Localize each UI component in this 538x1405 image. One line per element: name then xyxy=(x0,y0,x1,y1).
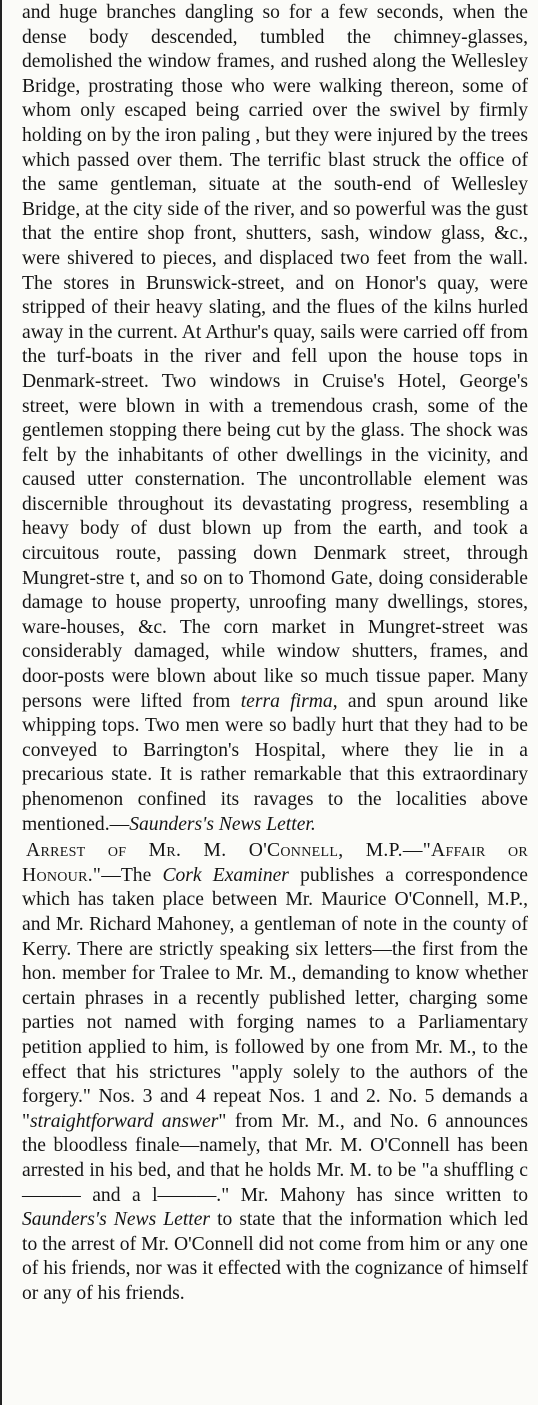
arrest-article-paragraph xyxy=(22,839,528,1306)
text-segment: —The xyxy=(101,864,163,886)
storm-article-paragraph xyxy=(22,1,528,837)
italic-text-segment: straightforward answer xyxy=(30,1110,219,1132)
text-segment: and huge branches dangling so for a few seconds, when the dense body descended, tumbled the chimney-glasses, demolished the window frames, and rushed along the Wellesley Bridge, prostrating those who were walking thereon, some of whom only escaped being carried over the swivel by firmly holding on by the iron paling , but they were injured by the trees which passed over them. The terrific blast struck the office of the same gentleman, situate at the south-end of Wellesley Bridge, at the city side of the river, and so powerful was the gust that the entire shop front, shutters, sash, window glass, &c., were shivered to pieces, and displaced two feet from the wall. The stores in Brunswick-street, and on Honor's quay, were stripped of their heavy slating, and the flues of the kilns hurled away in the current. At Arthur's quay, sails were carried off from the turf-boats in the river and fell upon the house tops in Denmark-street. Two windows in Cruise's Hotel, George's street, were blown in with a tremendous crash, some of the gentlemen stopping there being cut by the glass. The shock was felt by the inhabitants of other dwellings in the vicinity, and caused utter consternation. The uncontrollable element was discernible throughout its devastating progress, resembling a heavy body of dust blown up from the earth, and took a circuitous route, passing down Denmark street, through Mungret-stre t, and so on to Thomond Gate, doing considerable damage to house property, unroofing many dwellings, stores, ware-houses, &c. The corn market in Mungret-street was considerably damaged, while window shutters, frames, and door-posts were blown about like so much tissue paper. Many persons were lifted from xyxy=(22,2,528,712)
italic-text-segment: terra firma xyxy=(240,690,333,712)
italic-text-segment: Cork Examiner xyxy=(162,864,289,886)
source-citation: Saunders's News Letter. xyxy=(129,813,316,835)
article-headline: Arrest of Mr. M. O'Connell, M.P.—"Affair or Honour." xyxy=(22,840,528,886)
text-segment: to state that the information which led to the arrest of Mr. O'Connell did not come from him or any one of his friends, nor was it effected with the cognizance of himself or any of his friends. xyxy=(22,1209,528,1304)
italic-text-segment: Saunders's News Letter xyxy=(22,1209,211,1231)
text-segment: " from Mr. M., and No. 6 announces the bloodless finale—namely, that Mr. M. O'Connell has been arrested in his bed, and that he holds Mr. M. to be "a shuffling c——— and a l———." Mr. Mahony has since written to xyxy=(22,1110,528,1206)
text-segment: , and spun around like whipping tops. Two men were so badly hurt that they had to be conveyed to Barrington's Hospital, where they lie in a precarious state. It is rather remarkable that this extraordinary phenomenon confined its ravages to the localities above mentioned.— xyxy=(22,690,529,835)
text-segment: publishes a correspondence which has taken place between Mr. Maurice O'Connell, M.P., and Mr. Richard Mahoney, a gentleman of note in the county of Kerry. There are strictly speaking six letters—the first from the hon. member for Tralee to Mr. M., demanding to know whether certain phrases in a recently published letter, charging some parties not named with forging names to a Parliamentary petition applied to him, is followed by one from Mr. M., to the effect that his strictures "apply solely to the authors of the forgery." Nos. 3 and 4 repeat Nos. 1 and 2. No. 5 demands a " xyxy=(22,864,528,1132)
